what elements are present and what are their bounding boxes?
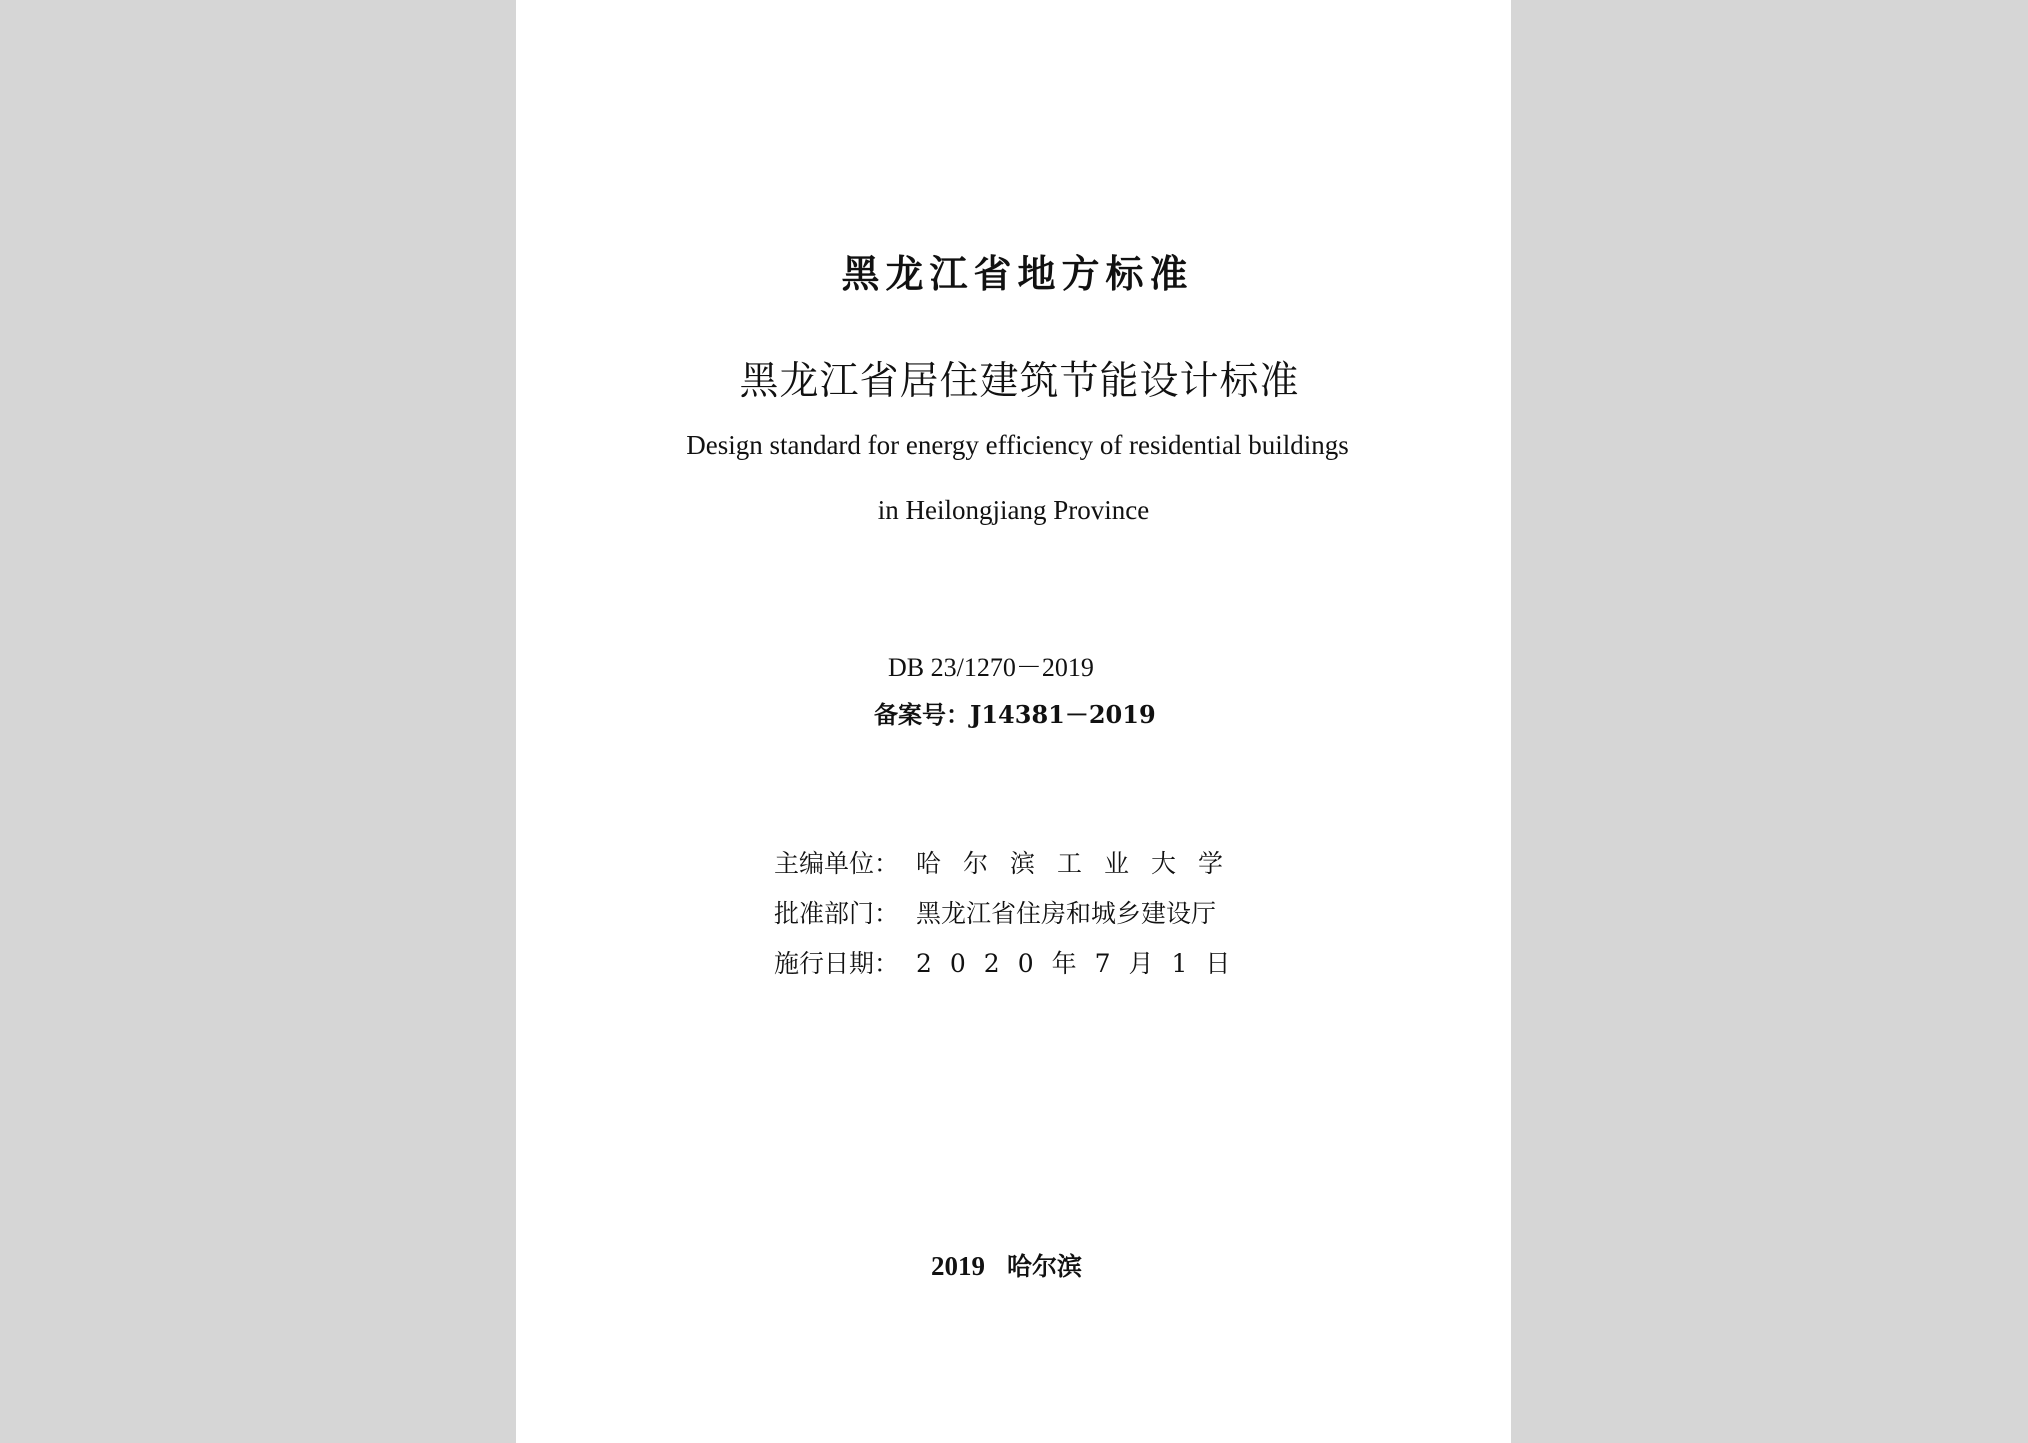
publication-city: 哈尔滨 bbox=[1007, 1252, 1083, 1281]
standard-code: DB 23/1270－2019 bbox=[888, 653, 1094, 682]
editor-value: 哈尔滨工业大学 bbox=[916, 849, 1246, 878]
approver-row bbox=[774, 894, 1216, 930]
publication-footer bbox=[931, 1247, 1082, 1283]
approver-label: 批准部门： bbox=[774, 899, 900, 928]
document-page bbox=[516, 0, 1511, 1443]
publication-year: 2019 bbox=[931, 1251, 985, 1281]
english-title-line2: in Heilongjiang Province bbox=[877, 495, 1150, 525]
effective-date-label: 施行日期： bbox=[774, 949, 900, 978]
effective-date-value: 2020年7月1日 bbox=[916, 949, 1249, 978]
filing-number: 备案号：J14381－2019 bbox=[874, 700, 1156, 729]
chinese-title: 黑龙江省居住建筑节能设计标准 bbox=[739, 359, 1300, 404]
english-title-line1: Design standard for energy efficiency of residential buildings bbox=[686, 430, 1349, 460]
editor-row bbox=[774, 844, 1245, 880]
editor-label: 主编单位： bbox=[774, 849, 900, 878]
approver-value: 黑龙江省住房和城乡建设厅 bbox=[916, 899, 1217, 928]
effective-date-row bbox=[774, 944, 1248, 980]
series-title: 黑龙江省地方标准 bbox=[841, 252, 1194, 296]
